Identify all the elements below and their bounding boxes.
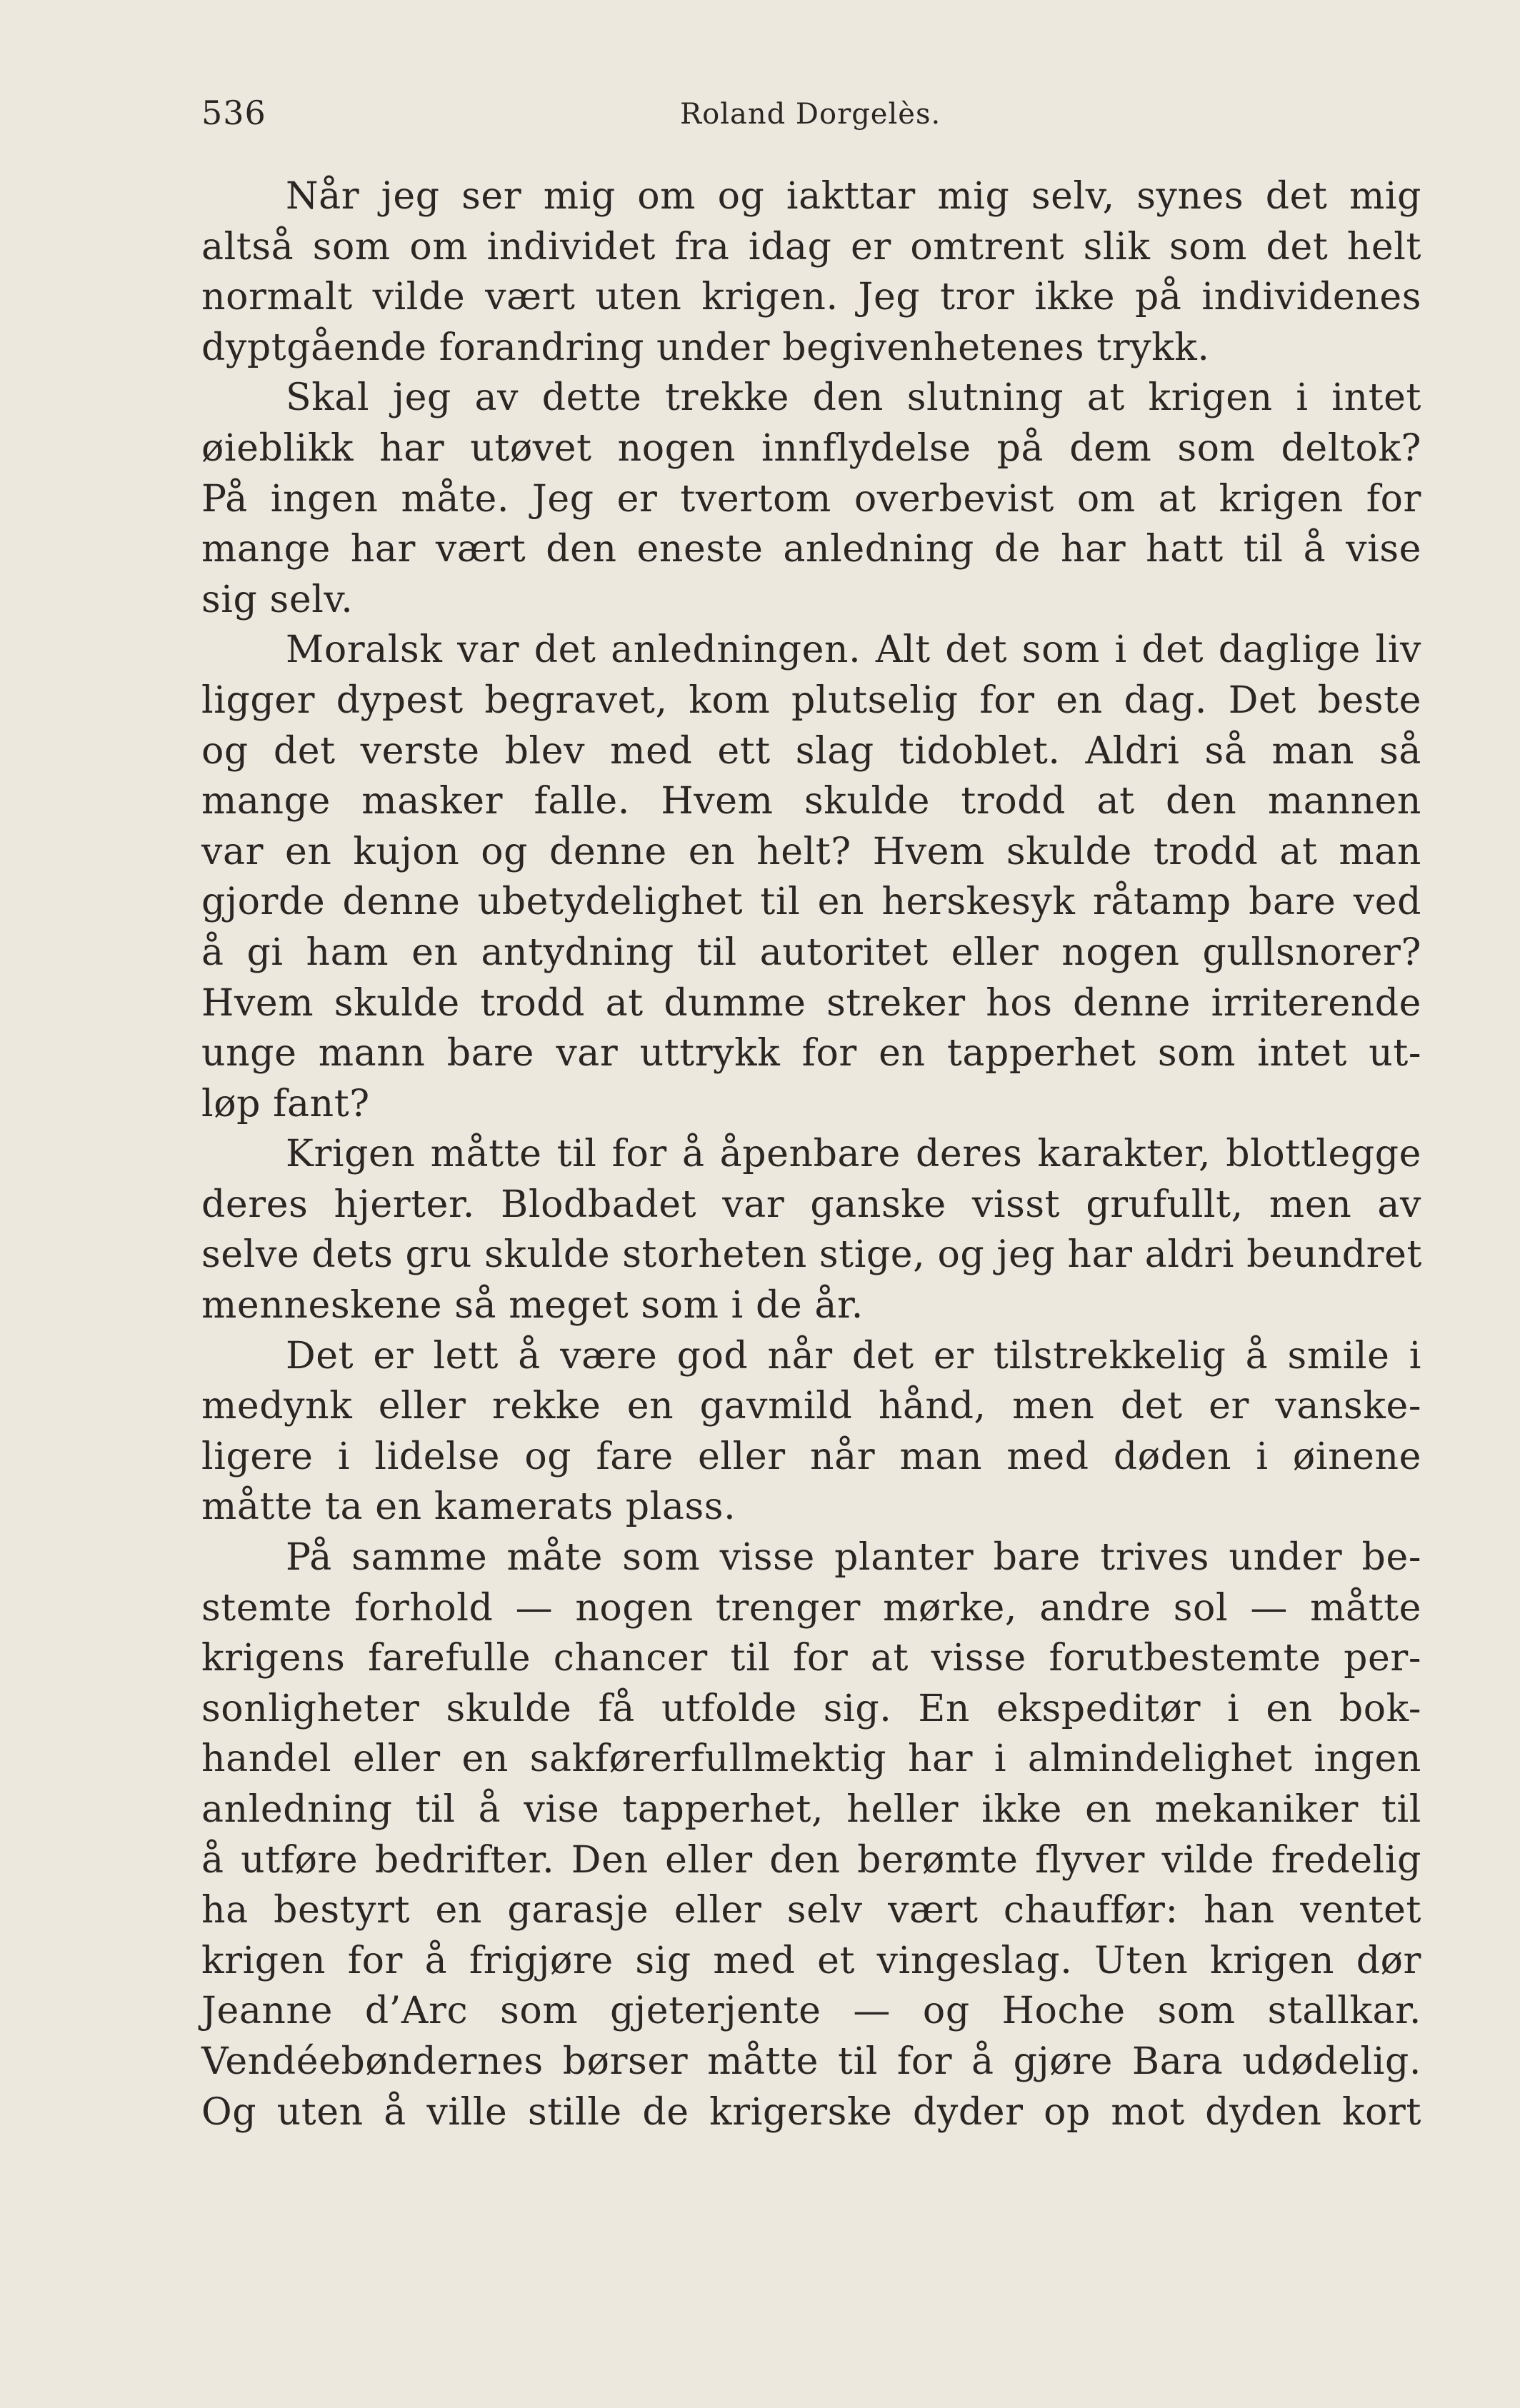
text-line: selve dets gru skulde storheten stige, og jeg har aldri beundret: [201, 1233, 1422, 1277]
text-line: medynk eller rekke en gavmild hånd, men det er vanske-: [201, 1385, 1421, 1428]
text-line: Jeanne d’Arc som gjeterjente — og Hoche som stallkar.: [201, 1990, 1421, 2033]
text-line: ligger dypest begravet, kom plutselig for en dag. Det beste: [201, 678, 1421, 722]
text-line: måtte ta en kamerats plass.: [201, 1485, 736, 1529]
text-line: deres hjerter. Blodbadet var ganske visst grufullt, men av: [201, 1183, 1421, 1226]
text-line: Og uten å ville stille de krigerske dyder op mot dyden kort: [201, 2090, 1421, 2134]
text-line: og det verste blev med ett slag tidoblet. Aldri så man så: [201, 729, 1421, 773]
text-line: krigens farefulle chancer til for at visse forutbestemte per-: [201, 1637, 1421, 1680]
text-line: var en kujon og denne en helt? Hvem skulde trodd at man: [201, 830, 1421, 873]
page-number: 536: [201, 94, 266, 132]
text-line: å gi ham en antydning til autoritet eller nogen gullsnorer?: [201, 930, 1421, 974]
text-line: stemte forhold — nogen trenger mørke, andre sol — måtte: [201, 1586, 1421, 1630]
text-line: Vendéebøndernes børser måtte til for å gjøre Bara udødelig.: [201, 2040, 1421, 2083]
text-line: mange masker falle. Hvem skulde trodd at den mannen: [201, 780, 1421, 823]
text-line: Skal jeg av dette trekke den slutning at krigen i intet: [286, 376, 1421, 420]
text-line: krigen for å frigjøre sig med et vingeslag. Uten krigen dør: [201, 1939, 1421, 1982]
text-line: normalt vilde vært uten krigen. Jeg tror ikke på individenes: [201, 276, 1421, 319]
running-head: [201, 91, 1421, 134]
body-text: [201, 171, 1421, 2137]
text-line: altså som om individet fra idag er omtrent slik som det helt: [201, 225, 1421, 269]
text-line: unge mann bare var uttrykk for en tapperhet som intet ut-: [201, 1032, 1421, 1075]
running-head-author: Roland Dorgelès.: [680, 98, 941, 131]
text-line: løp fant?: [201, 1082, 370, 1125]
text-line: handel eller en sakførerfullmektig har i almindelighet ingen: [201, 1737, 1421, 1781]
text-line: sig selv.: [201, 578, 354, 621]
text-line: mange har vært den eneste anledning de har hatt til å vise: [201, 528, 1421, 571]
text-line: På samme måte som visse planter bare trives under be-: [286, 1536, 1421, 1580]
text-line: øieblikk har utøvet nogen innflydelse på dem som deltok?: [201, 426, 1421, 470]
text-line: menneskene så meget som i de år.: [201, 1284, 864, 1328]
text-line: sonligheter skulde få utfolde sig. En ekspeditør i en bok-: [201, 1687, 1421, 1730]
text-line: Moralsk var det anledningen. Alt det som i det daglige liv: [286, 628, 1421, 672]
text-line: ha bestyrt en garasje eller selv vært chauffør: han ventet: [201, 1889, 1421, 1932]
text-line: Det er lett å være god når det er tilstrekkelig å smile i: [286, 1334, 1421, 1378]
text-line: ligere i lidelse og fare eller når man med døden i øinene: [201, 1435, 1421, 1478]
text-line: Hvem skulde trodd at dumme streker hos denne irriterende: [201, 981, 1421, 1025]
text-line: å utføre bedrifter. Den eller den berømte flyver vilde fredelig: [201, 1838, 1421, 1882]
text-line: dyptgående forandring under begivenhetenes trykk.: [201, 326, 1210, 369]
text-line: anledning til å vise tapperhet, heller ikke en mekaniker til: [201, 1788, 1421, 1831]
text-line: På ingen måte. Jeg er tvertom overbevist om at krigen for: [201, 477, 1421, 521]
text-line: gjorde denne ubetydelighet til en herskesyk råtamp bare ved: [201, 881, 1421, 924]
text-line: Når jeg ser mig om og iakttar mig selv, synes det mig: [286, 175, 1421, 218]
text-line: Krigen måtte til for å åpenbare deres karakter, blottlegge: [286, 1133, 1421, 1176]
